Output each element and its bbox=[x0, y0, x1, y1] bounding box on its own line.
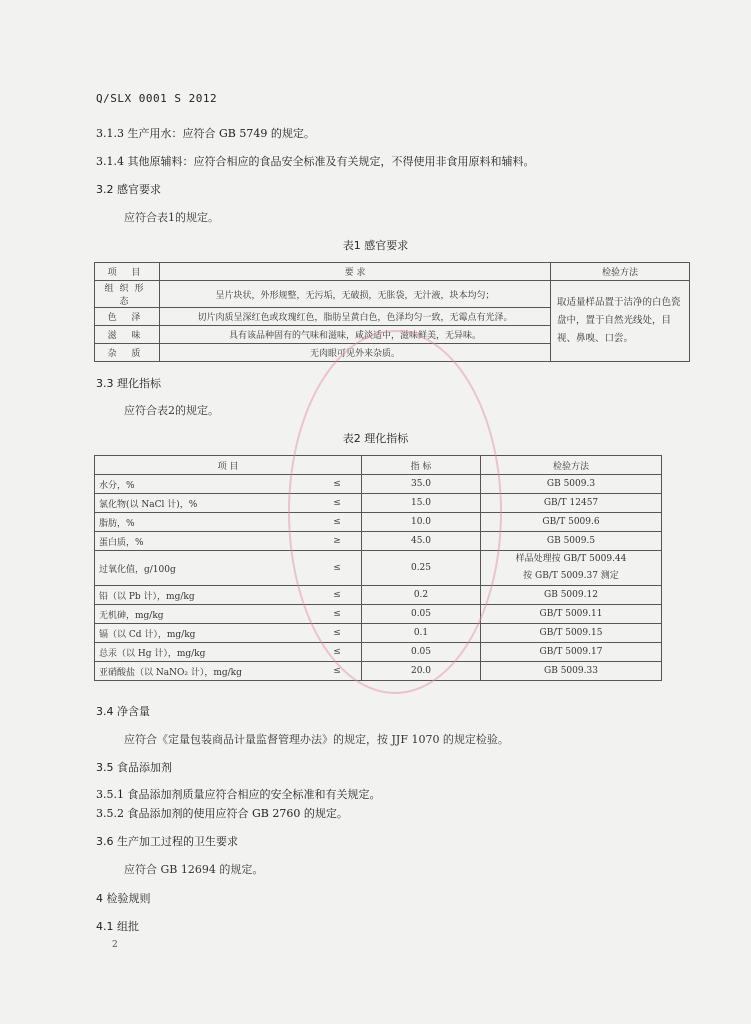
table-cell: GB 5009.12 bbox=[481, 586, 662, 605]
section-3-4-heading: 3.4 净含量 bbox=[96, 705, 150, 718]
table-cell: 具有该品种固有的气味和滋味，咸淡适中，滋味鲜美，无异味。 bbox=[160, 326, 551, 344]
table-cell: 铅（以 Pb 计），mg/kg bbox=[95, 586, 314, 605]
table-header-cell: 指 标 bbox=[362, 456, 481, 475]
table-cell: ≥ bbox=[313, 532, 362, 551]
clause-3-5-2: 3.5.2 食品添加剂的使用应符合 GB 2760 的规定。 bbox=[96, 807, 348, 820]
table1-caption: 表1 感官要求 bbox=[342, 239, 409, 252]
table-cell: ≤ bbox=[313, 624, 362, 643]
table-header-cell: 项 目 bbox=[95, 456, 362, 475]
table-cell: 20.0 bbox=[362, 662, 481, 681]
table-cell: ≤ bbox=[313, 551, 362, 586]
table-cell: ≤ bbox=[313, 494, 362, 513]
table-row bbox=[95, 643, 662, 662]
table-row bbox=[95, 494, 662, 513]
physicochemical-indicators-table bbox=[94, 455, 662, 681]
table-cell: 0.25 bbox=[362, 551, 481, 586]
section-4-heading: 4 检验规则 bbox=[96, 892, 151, 905]
method-line: 按 GB/T 5009.37 测定 bbox=[523, 571, 619, 581]
table-cell: 氯化物(以 NaCl 计)，% bbox=[95, 494, 314, 513]
clause-3-1-4: 3.1.4 其他原辅料：应符合相应的食品安全标准及有关规定，不得使用非食用原料和辅料。 bbox=[96, 155, 535, 168]
table-cell: 10.0 bbox=[362, 513, 481, 532]
table-cell: 过氧化值，g/100g bbox=[95, 551, 314, 586]
section-3-3-heading: 3.3 理化指标 bbox=[96, 377, 161, 390]
table2-caption: 表2 理化指标 bbox=[342, 432, 409, 445]
section-3-2-text: 应符合表1的规定。 bbox=[124, 211, 219, 224]
section-4-1-heading: 4.1 组批 bbox=[96, 920, 139, 933]
table-cell: ≤ bbox=[313, 513, 362, 532]
table-cell: ≤ bbox=[313, 643, 362, 662]
table-cell: 总汞（以 Hg 计），mg/kg bbox=[95, 643, 314, 662]
table-row bbox=[95, 281, 690, 308]
section-3-6-heading: 3.6 生产加工过程的卫生要求 bbox=[96, 835, 238, 848]
table-row bbox=[95, 662, 662, 681]
table-row bbox=[95, 475, 662, 494]
table-cell: GB 5009.3 bbox=[481, 475, 662, 494]
table-cell: ≤ bbox=[313, 475, 362, 494]
table-header-cell: 项 目 bbox=[95, 263, 160, 281]
method-line: 样品处理按 GB/T 5009.44 bbox=[515, 554, 627, 564]
section-3-6-text: 应符合 GB 12694 的规定。 bbox=[124, 863, 264, 876]
table-cell: 无机砷，mg/kg bbox=[95, 605, 314, 624]
table-cell: GB/T 5009.6 bbox=[481, 513, 662, 532]
table-cell: GB/T 12457 bbox=[481, 494, 662, 513]
table-row bbox=[95, 551, 662, 586]
table-cell: GB/T 5009.15 bbox=[481, 624, 662, 643]
table-cell: 组织形态 bbox=[95, 281, 160, 308]
table-cell: GB 5009.5 bbox=[481, 532, 662, 551]
table-cell: 无肉眼可见外来杂质。 bbox=[160, 344, 551, 362]
inspection-method-cell: 取适量样品置于洁净的白色瓷盘中，置于自然光线处，目视、鼻嗅、口尝。 bbox=[551, 281, 690, 362]
table-cell: 水分，% bbox=[95, 475, 314, 494]
table-cell: GB/T 5009.17 bbox=[481, 643, 662, 662]
table-cell bbox=[481, 551, 662, 586]
table-cell: 脂肪，% bbox=[95, 513, 314, 532]
table-row bbox=[95, 513, 662, 532]
table-cell: ≤ bbox=[313, 662, 362, 681]
table-header-cell: 检验方法 bbox=[551, 263, 690, 281]
page-number: 2 bbox=[112, 940, 118, 950]
sensory-requirements-table bbox=[94, 262, 690, 362]
table-cell: GB/T 5009.11 bbox=[481, 605, 662, 624]
table-cell: 0.05 bbox=[362, 605, 481, 624]
table-cell: ≤ bbox=[313, 605, 362, 624]
table-cell: 35.0 bbox=[362, 475, 481, 494]
table-cell: GB 5009.33 bbox=[481, 662, 662, 681]
table-row bbox=[95, 605, 662, 624]
table-cell: 呈片块状，外形规整，无污垢，无破损，无胀袋，无汁液，块本均匀； bbox=[160, 281, 551, 308]
table-cell: 0.05 bbox=[362, 643, 481, 662]
table-header-row bbox=[95, 263, 690, 281]
table-header-cell: 检验方法 bbox=[481, 456, 662, 475]
clause-3-1-3: 3.1.3 生产用水：应符合 GB 5749 的规定。 bbox=[96, 127, 315, 140]
section-3-2-heading: 3.2 感官要求 bbox=[96, 183, 161, 196]
clause-3-5-1: 3.5.1 食品添加剂质量应符合相应的安全标准和有关规定。 bbox=[96, 788, 381, 801]
table-row bbox=[95, 586, 662, 605]
section-3-3-text: 应符合表2的规定。 bbox=[124, 404, 219, 417]
table-cell: 色 泽 bbox=[95, 308, 160, 326]
table-cell: 0.1 bbox=[362, 624, 481, 643]
table-cell: 滋 味 bbox=[95, 326, 160, 344]
table-cell: 镉（以 Cd 计），mg/kg bbox=[95, 624, 314, 643]
table-cell: ≤ bbox=[313, 586, 362, 605]
table-cell: 杂 质 bbox=[95, 344, 160, 362]
table-cell: 亚硝酸盐（以 NaNO₂ 计），mg/kg bbox=[95, 662, 314, 681]
section-3-4-text: 应符合《定量包装商品计量监督管理办法》的规定，按 JJF 1070 的规定检验。 bbox=[124, 733, 509, 746]
section-3-5-heading: 3.5 食品添加剂 bbox=[96, 761, 172, 774]
table-cell: 0.2 bbox=[362, 586, 481, 605]
table-row bbox=[95, 532, 662, 551]
table-header-cell: 要 求 bbox=[160, 263, 551, 281]
table-cell: 45.0 bbox=[362, 532, 481, 551]
table-row bbox=[95, 624, 662, 643]
table-cell: 15.0 bbox=[362, 494, 481, 513]
table-cell: 切片肉质呈深红色或玫瑰红色，脂肪呈黄白色，色泽均匀一致，无霉点有光泽。 bbox=[160, 308, 551, 326]
standard-code: Q/SLX 0001 S 2012 bbox=[96, 92, 218, 105]
table-header-row bbox=[95, 456, 662, 475]
table-cell: 蛋白质，% bbox=[95, 532, 314, 551]
